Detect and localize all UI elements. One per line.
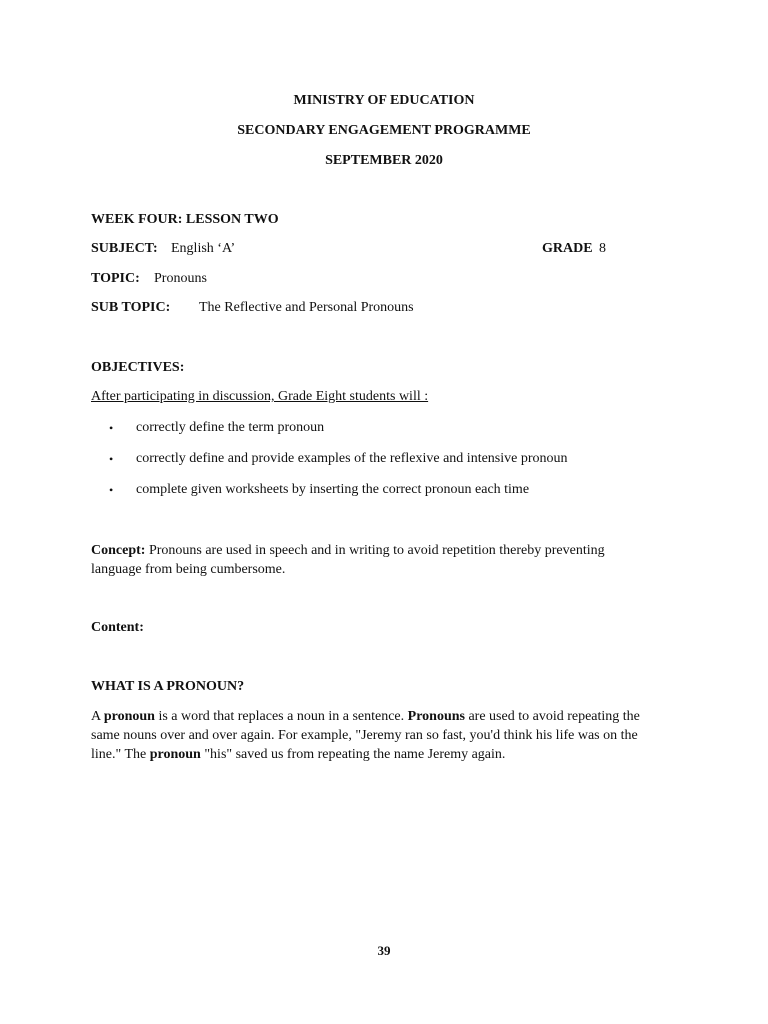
paragraph-article: A xyxy=(91,709,101,724)
grade-value: 8 xyxy=(599,241,606,256)
term-pronoun-1: pronoun xyxy=(103,709,155,724)
bullet-1: • xyxy=(109,421,114,435)
subtopic-value: The Reflective and Personal Pronouns xyxy=(199,300,414,315)
concept-label: Concept: xyxy=(91,543,146,558)
objective-item-3: complete given worksheets by inserting the correct pronoun each time xyxy=(136,482,530,497)
grade-label: GRADE xyxy=(542,241,593,256)
concept-paragraph xyxy=(91,541,651,579)
objective-item-2: correctly define and provide examples of the reflexive and intensive pronoun xyxy=(136,451,568,466)
topic-label: TOPIC: xyxy=(91,271,140,286)
page-number: 39 xyxy=(377,943,391,958)
content-label: Content: xyxy=(91,620,144,635)
term-pronoun-2: pronoun xyxy=(149,747,201,762)
subtopic-label: SUB TOPIC: xyxy=(91,300,171,315)
paragraph-text-3: "his" saved us from repeating the name Jeremy again. xyxy=(204,747,506,762)
pronoun-heading: WHAT IS A PRONOUN? xyxy=(91,679,245,694)
term-pronouns: Pronouns xyxy=(407,709,465,724)
topic-value: Pronouns xyxy=(154,271,207,286)
paragraph-text-1: is a word that replaces a noun in a sentence. xyxy=(158,709,405,724)
bullet-3: • xyxy=(109,483,114,497)
subject-value: English ‘A’ xyxy=(171,241,236,256)
paragraph-text-2: are used to avoid repeating the same nouns over and over again. For example, "Jeremy ran so fast, you'd think his life was on the line." The xyxy=(91,709,640,762)
objective-item-1: correctly define the term pronoun xyxy=(136,420,325,435)
week-lesson-title: WEEK FOUR: LESSON TWO xyxy=(91,212,279,227)
concept-text: Pronouns are used in speech and in writing to avoid repetition thereby preventing language from being cumbersome. xyxy=(91,543,605,577)
bullet-2: • xyxy=(109,452,114,466)
pronoun-paragraph xyxy=(91,707,651,764)
subject-label: SUBJECT: xyxy=(91,241,158,256)
header-date: SEPTEMBER 2020 xyxy=(325,153,443,168)
objectives-heading: OBJECTIVES: xyxy=(91,360,185,375)
header-programme: SECONDARY ENGAGEMENT PROGRAMME xyxy=(237,123,531,138)
objectives-intro: After participating in discussion, Grade Eight students will : xyxy=(91,389,429,404)
header-ministry: MINISTRY OF EDUCATION xyxy=(293,93,475,108)
